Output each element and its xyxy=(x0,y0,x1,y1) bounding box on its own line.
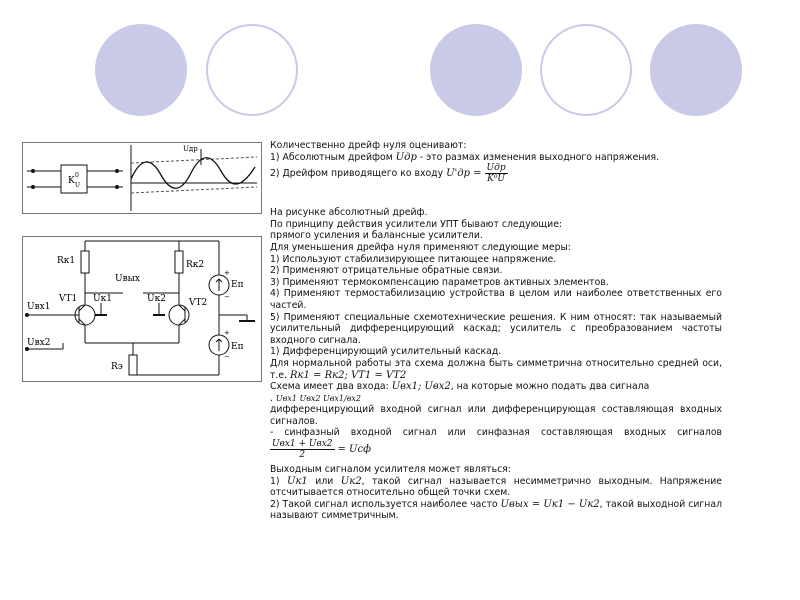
decor-circle-4 xyxy=(540,24,632,116)
text-p16: дифференцирующий входной сигнал или дифференцирующая составляющая входных сигналов. xyxy=(270,404,722,427)
decor-circle-5 xyxy=(650,24,742,116)
text-p12: 5) Применяют специальные схемотехнические решения. К ним относят: так называемый усилительный дифференцирующий каскад; усилитель с преобразованием частоты входного сигнала. xyxy=(270,311,722,346)
decor-circle-2 xyxy=(206,24,298,116)
formula-udr: Uдр xyxy=(395,151,417,163)
formula-symmetry: Rк1 = Rк2; VT1 = VT2 xyxy=(290,369,407,381)
ep1-plus: + xyxy=(224,269,230,277)
formula-common-mode: $\frac{\text{Uвх1 + Uвх2}}{2}$ xyxy=(272,439,333,461)
decor-circle-3 xyxy=(430,24,522,116)
text-p15: Схема имеет два входа: Uвх1; Uвх2, на которые можно подать два сигнала xyxy=(270,381,650,393)
formula-out-sym: Uвых = Uк1 − Uк2 xyxy=(500,498,600,510)
text-p19: 1) Uк1 или Uк2, такой сигнал называется несимметрично выходным. Напряжение отсчитывается относительно общей точки схем. xyxy=(270,475,722,499)
text-p14: Для нормальной работы эта схема должна быть симметрична относительно средней оси, т.е. Rк1 = Rк2; VT1 = VT2 xyxy=(270,357,722,381)
schematic-svg xyxy=(23,237,261,381)
formula-inputs: Uвх1; Uвх2 xyxy=(391,381,451,393)
formula-udr-frac: $\frac{\text{Uдр}}{\text{K⁰U}}$ xyxy=(486,163,506,185)
re-label: Rэ xyxy=(111,362,123,372)
diff-amp-schematic xyxy=(22,236,262,382)
vt2-label: VT2 xyxy=(189,298,208,308)
text-line-2: 1) Абсолютным дрейфом Uдр - это размах изменения выходного напряжения. xyxy=(270,151,660,163)
text-p20: 2) Такой сигнал используется наиболее часто Uвых = Uк1 − Uк2, такой выходной сигнал называют симметричным. xyxy=(270,498,723,522)
block-sup: 0 xyxy=(75,172,79,179)
rk2-label: Rк2 xyxy=(186,260,205,270)
formula-udr-lhs: U'др = xyxy=(446,168,482,180)
drift-label: Uдр xyxy=(183,145,198,153)
text-p15-under: . Uвх1 Uвх2 Uвх1/вх2 xyxy=(270,392,361,404)
ep2-label: Eп xyxy=(231,342,244,352)
text-line-3: 2) Дрейфом приводящего ко входу U'др = $\frac{\text{Uдр}}{\text{K⁰U}}$ xyxy=(270,163,506,185)
block-sub: U xyxy=(75,182,81,189)
uvx2-label: Uвх2 xyxy=(27,338,51,348)
text-p18: Выходным сигналом усилителя может являться: xyxy=(270,464,511,476)
text-p9: 2) Применяют отрицательные обратные связи. xyxy=(270,265,503,277)
ep2-plus: + xyxy=(224,329,230,337)
ep1-label: Eп xyxy=(231,280,244,290)
uvyh-label: Uвых xyxy=(115,274,140,284)
uk2-label: Uк2 xyxy=(147,294,166,304)
uk1-label: Uк1 xyxy=(93,294,112,304)
ep2-minus: − xyxy=(224,353,230,361)
text-p11: 4) Применяют термостабилизацию устройства в целом или наиболее ответственных его частей. xyxy=(270,288,722,311)
text-line-1: Количественно дрейф нуля оценивают: xyxy=(270,140,467,151)
drift-waveform xyxy=(131,158,255,189)
vt1-label: VT1 xyxy=(59,294,78,304)
text-p5: По принципу действия усилители УПТ бывают следующие: xyxy=(270,218,563,230)
ep1-minus: − xyxy=(224,293,230,301)
text-p13: 1) Дифференцирующий усилительный каскад. xyxy=(270,346,502,358)
uvx1-label: Uвх1 xyxy=(27,302,51,312)
drift-figure-svg xyxy=(23,143,261,213)
text-p8: 1) Используют стабилизирующее питающее напряжение. xyxy=(270,253,557,265)
text-p4: На рисунке абсолютный дрейф. xyxy=(270,207,428,219)
lecture-text xyxy=(270,140,722,522)
rk1-label: Rк1 xyxy=(57,256,76,266)
text-p7: Для уменьшения дрейфа нуля применяют следующие меры: xyxy=(270,241,571,253)
formula-uk2: Uк2 xyxy=(340,475,362,487)
text-p10: 3) Применяют термокомпенсацию параметров активных элементов. xyxy=(270,276,609,288)
text-p17: - синфазный входной сигнал или синфазная составляющая входных сигналов $\frac{\text{Uвх1 + Uвх2}}{2}$ = Uсф xyxy=(270,427,722,461)
block-label: K xyxy=(68,176,75,186)
formula-uk1: Uк1 xyxy=(287,475,308,487)
decor-circle-1 xyxy=(95,24,187,116)
text-p6: прямого усиления и балансные усилители. xyxy=(270,230,483,242)
drift-figure xyxy=(22,142,262,214)
